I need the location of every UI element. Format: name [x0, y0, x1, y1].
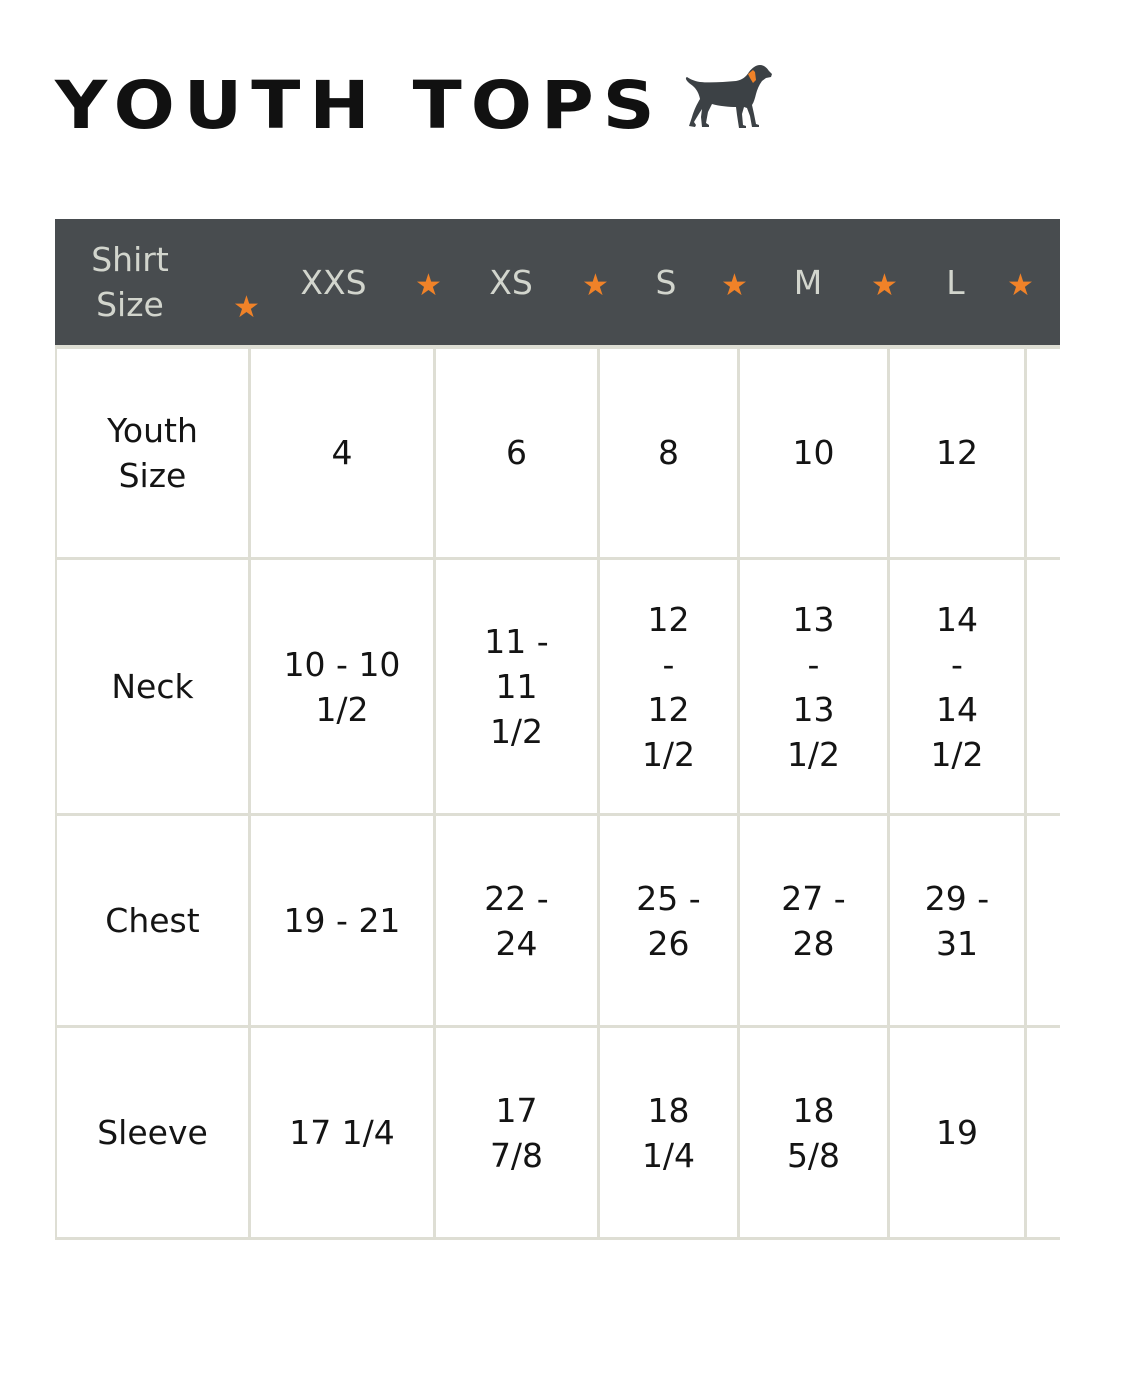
header-size-label: XXS	[300, 262, 367, 302]
dog-icon	[684, 62, 774, 130]
cell-value: 8	[658, 433, 679, 472]
header-size-m	[737, 219, 898, 345]
table-cell	[433, 348, 597, 560]
cell-value: 4	[331, 433, 353, 472]
table-cell	[597, 560, 737, 816]
table-cell	[597, 816, 737, 1028]
cell-value: 10 - 10 1/2	[283, 644, 401, 729]
star-icon: ★	[721, 268, 748, 303]
table-body	[55, 345, 1060, 1241]
table-cell-overflow	[1024, 816, 1060, 1028]
header-corner-cell	[55, 219, 260, 345]
header-size-l	[887, 219, 1034, 345]
cell-value: 25 - 26	[636, 878, 701, 963]
cell-value: 14 - 14 1/2	[930, 599, 984, 774]
row-label-chest	[55, 816, 248, 1028]
cell-value: 13 - 13 1/2	[786, 599, 841, 774]
table-cell	[737, 348, 887, 560]
table-cell	[433, 1028, 597, 1240]
cell-value: 11 - 11 1/2	[484, 622, 549, 751]
star-icon: ★	[871, 268, 898, 303]
table-cell-overflow	[1024, 348, 1060, 560]
row-label-text: Neck	[111, 667, 194, 706]
table-cell-overflow	[1024, 1028, 1060, 1240]
row-label-text: Sleeve	[97, 1113, 208, 1152]
star-icon: ★	[582, 268, 609, 303]
table-cell	[887, 1028, 1024, 1240]
table-cell	[248, 816, 433, 1028]
star-icon: ★	[415, 268, 442, 303]
table-cell	[597, 348, 737, 560]
cell-value: 17 1/4	[289, 1113, 395, 1152]
header-size-xs	[433, 219, 609, 345]
cell-value: 12 - 12 1/2	[641, 599, 696, 774]
page-title: YOUTH TOPS	[55, 66, 664, 144]
table-cell	[248, 348, 433, 560]
header-size-label: M	[793, 262, 823, 302]
table-header-row	[55, 219, 1060, 345]
table-cell	[433, 816, 597, 1028]
row-label-text: Chest	[105, 901, 200, 940]
star-icon: ★	[1007, 268, 1034, 303]
cell-value: 17 7/8	[489, 1090, 544, 1175]
table-cell	[248, 1028, 433, 1240]
table-cell	[887, 816, 1024, 1028]
size-chart-table	[55, 219, 1060, 1241]
table-cell-overflow	[1024, 560, 1060, 816]
table-cell	[737, 816, 887, 1028]
cell-value: 29 - 31	[924, 878, 990, 963]
table-cell	[737, 560, 887, 816]
cell-value: 18 5/8	[786, 1090, 841, 1175]
cell-value: 6	[506, 433, 527, 472]
table-cell	[597, 1028, 737, 1240]
cell-value: 18 1/4	[641, 1090, 696, 1175]
row-label-sleeve	[55, 1028, 248, 1240]
header-corner-label: Shirt Size	[91, 240, 169, 324]
cell-value: 12	[936, 433, 978, 472]
table-cell	[737, 1028, 887, 1240]
cell-value: 22 - 24	[484, 878, 549, 963]
cell-value: 10	[792, 433, 835, 472]
header-size-xxs	[248, 219, 442, 345]
table-cell	[887, 348, 1024, 560]
header-size-label: L	[946, 262, 965, 302]
table-cell	[248, 560, 433, 816]
row-label-text: Youth Size	[107, 410, 198, 495]
row-label-neck	[55, 560, 248, 816]
cell-value: 27 - 28	[781, 878, 846, 963]
cell-value: 19	[936, 1113, 978, 1152]
table-cell	[433, 560, 597, 816]
cell-value: 19 - 21	[283, 901, 401, 940]
row-label-youth-size	[55, 348, 248, 560]
header-size-s	[597, 219, 748, 345]
star-icon: ★	[233, 290, 260, 325]
table-cell	[887, 560, 1024, 816]
header-size-label: XS	[489, 262, 533, 302]
header-size-label: S	[655, 262, 677, 302]
